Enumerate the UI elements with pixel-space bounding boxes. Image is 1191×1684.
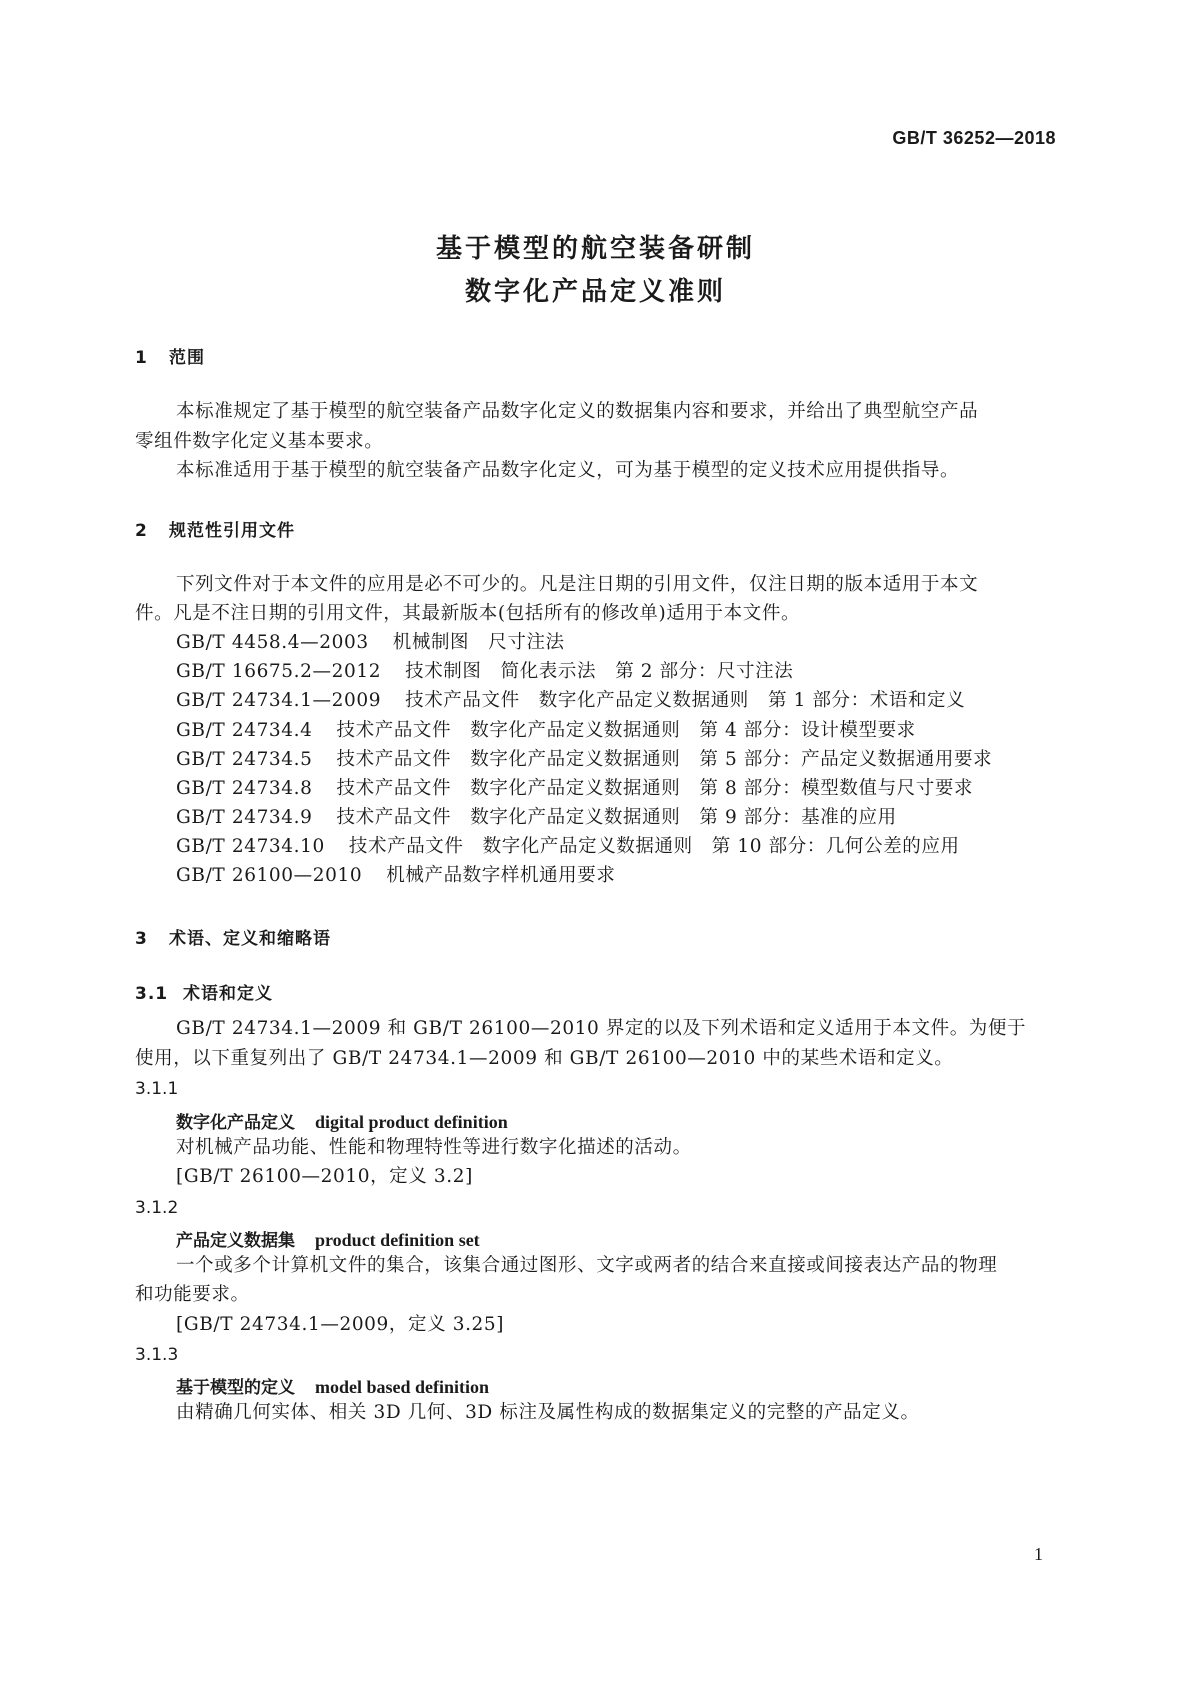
term-cn: 基于模型的定义 <box>176 1378 295 1398</box>
section-title: 术语、定义和缩略语 <box>169 929 331 949</box>
reference-code: GB/T 24734.9 <box>176 807 313 828</box>
term-en: product definition set <box>315 1230 480 1250</box>
term-en: digital product definition <box>315 1112 508 1132</box>
reference-title: 机械产品数字样机通用要求 <box>386 865 616 886</box>
term-cn: 数字化产品定义 <box>176 1113 295 1133</box>
reference-item <box>176 716 916 746</box>
term-source: [GB/T 24734.1—2009，定义 3.25] <box>176 1314 505 1335</box>
reference-code: GB/T 4458.4—2003 <box>176 632 369 653</box>
document-title-line2: 数字化产品定义准则 <box>464 277 726 307</box>
reference-item <box>176 861 615 891</box>
reference-code: GB/T 24734.4 <box>176 720 313 741</box>
term-en: model based definition <box>315 1377 490 1397</box>
term-number: 3.1.2 <box>135 1198 179 1218</box>
reference-title: 技术产品文件 数字化产品定义数据通则 第 4 部分：设计模型要求 <box>336 720 916 741</box>
term-definition: 和功能要求。 <box>135 1284 250 1305</box>
reference-code: GB/T 16675.2—2012 <box>176 661 382 682</box>
reference-title: 技术产品文件 数字化产品定义数据通则 第 5 部分：产品定义数据通用要求 <box>336 749 993 770</box>
reference-code: GB/T 24734.5 <box>176 749 313 770</box>
paragraph: 本标准规定了基于模型的航空装备产品数字化定义的数据集内容和要求，并给出了典型航空产品 <box>176 401 979 422</box>
reference-item <box>176 628 565 658</box>
reference-item <box>176 745 992 775</box>
reference-code: GB/T 24734.1—2009 <box>176 690 382 711</box>
reference-title: 技术产品文件 数字化产品定义数据通则 第 9 部分：基准的应用 <box>336 807 897 828</box>
reference-item <box>176 803 897 833</box>
standard-code: GB/T 36252—2018 <box>892 128 1056 148</box>
reference-title: 技术产品文件 数字化产品定义数据通则 第 1 部分：术语和定义 <box>405 690 966 711</box>
section-number: 3.1 <box>135 984 169 1004</box>
reference-code: GB/T 26100—2010 <box>176 865 363 886</box>
reference-item <box>176 832 960 862</box>
section-1-heading <box>135 343 205 368</box>
term-source: [GB/T 26100—2010，定义 3.2] <box>176 1166 473 1187</box>
term-title <box>176 1373 489 1398</box>
section-title: 范围 <box>169 348 205 368</box>
paragraph: 零组件数字化定义基本要求。 <box>135 431 384 452</box>
reference-title: 机械制图 尺寸注法 <box>392 632 565 653</box>
reference-title: 技术产品文件 数字化产品定义数据通则 第 8 部分：模型数值与尺寸要求 <box>336 778 974 799</box>
paragraph: 件。凡是不注日期的引用文件，其最新版本(包括所有的修改单)适用于本文件。 <box>135 603 801 624</box>
paragraph: 下列文件对于本文件的应用是必不可少的。凡是注日期的引用文件，仅注日期的版本适用于本文 <box>176 574 979 595</box>
reference-item <box>176 657 793 687</box>
section-number: 2 <box>135 521 148 541</box>
term-title <box>176 1108 508 1133</box>
section-2-heading <box>135 516 295 541</box>
paragraph: GB/T 24734.1—2009 和 GB/T 26100—2010 界定的以及下列术语和定义适用于本文件。为便于 <box>176 1018 1027 1039</box>
paragraph: 本标准适用于基于模型的航空装备产品数字化定义，可为基于模型的定义技术应用提供指导。 <box>176 460 960 481</box>
term-definition: 一个或多个计算机文件的集合，该集合通过图形、文字或两者的结合来直接或间接表达产品的物理 <box>176 1255 998 1276</box>
reference-item <box>176 686 965 716</box>
section-3-heading <box>135 924 331 949</box>
reference-code: GB/T 24734.10 <box>176 836 325 857</box>
reference-code: GB/T 24734.8 <box>176 778 313 799</box>
term-number: 3.1.3 <box>135 1345 179 1365</box>
section-number: 3 <box>135 929 148 949</box>
document-title-line1: 基于模型的航空装备研制 <box>435 234 755 264</box>
term-title <box>176 1226 480 1251</box>
page-number: 1 <box>1034 1544 1043 1564</box>
term-number: 3.1.1 <box>135 1079 179 1099</box>
term-definition: 对机械产品功能、性能和物理特性等进行数字化描述的活动。 <box>176 1137 692 1158</box>
term-definition: 由精确几何实体、相关 3D 几何、3D 标注及属性构成的数据集定义的完整的产品定义。 <box>176 1402 920 1423</box>
term-cn: 产品定义数据集 <box>176 1231 295 1251</box>
section-number: 1 <box>135 348 148 368</box>
reference-title: 技术产品文件 数字化产品定义数据通则 第 10 部分：几何公差的应用 <box>348 836 960 857</box>
section-title: 术语和定义 <box>183 984 273 1004</box>
section-title: 规范性引用文件 <box>169 521 295 541</box>
reference-item <box>176 774 973 804</box>
subsection-3-1-heading <box>135 979 273 1004</box>
reference-title: 技术制图 简化表示法 第 2 部分：尺寸注法 <box>405 661 794 682</box>
paragraph: 使用，以下重复列出了 GB/T 24734.1—2009 和 GB/T 26100—2010 中的某些术语和定义。 <box>135 1048 954 1069</box>
